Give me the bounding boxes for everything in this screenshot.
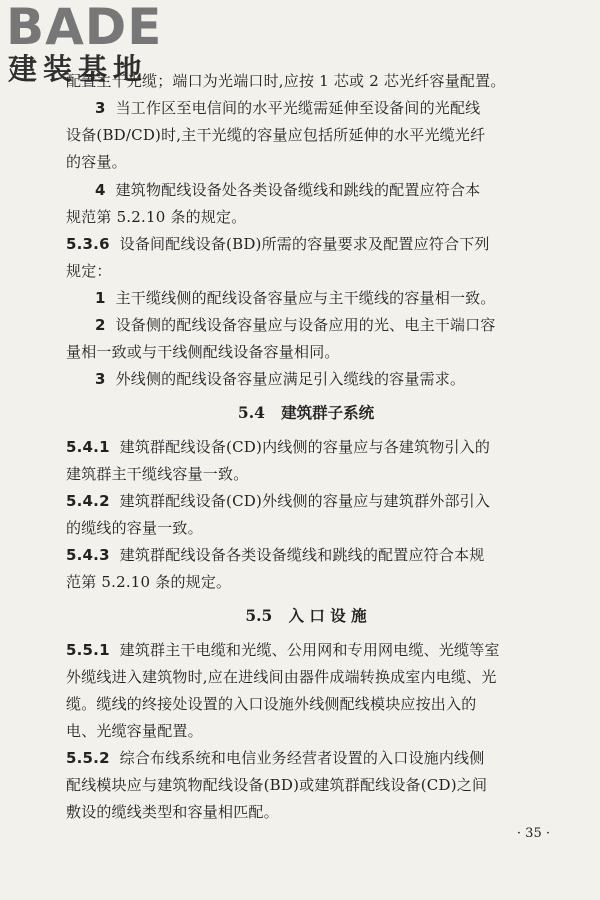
text-line: 缆。缆线的终接处设置的入口设施外线侧配线模块应按出入的 (66, 695, 477, 713)
text-line: 的缆线的容量一致。 (66, 519, 203, 537)
text-line: 电、光缆容量配置。 (66, 722, 203, 740)
section-heading-5-4: 5.4 建筑群子系统 (237, 403, 375, 422)
text-line: 外缆线进入建筑物时,应在进线间由器件成端转换成室内电缆、光 (66, 668, 497, 686)
text-line: 配线模块应与建筑物配线设备(BD)或建筑群配线设备(CD)之间 (66, 776, 488, 794)
clause-5-3-6: 5.3.6 设备间配线设备(BD)所需的容量要求及配置应符合下列 (66, 235, 490, 253)
clause-5-4-1: 5.4.1 建筑群配线设备(CD)内线侧的容量应与各建筑物引入的 (66, 438, 491, 456)
text-line: 的容量。 (66, 153, 127, 171)
text-line: 配置主干光缆；端口为光端口时,应按 1 芯或 2 芯光纤容量配置。 (66, 72, 506, 90)
clause-5-5-1: 5.5.1 建筑群主干电缆和光缆、公用网和专用网电缆、光缆等室 (66, 641, 500, 659)
text-line: 4 建筑物配线设备处各类设备缆线和跳线的配置应符合本 (95, 181, 481, 199)
text-line: 量相一致或与干线侧配线设备容量相同。 (66, 343, 340, 361)
text-line: 1 主干缆线侧的配线设备容量应与主干缆线的容量相一致。 (95, 289, 496, 307)
text-line: 规范第 5.2.10 条的规定。 (66, 208, 247, 226)
section-heading-5-5: 5.5 入 口 设 施 (245, 606, 367, 625)
clause-5-4-2: 5.4.2 建筑群配线设备(CD)外线侧的容量应与建筑群外部引入 (66, 492, 491, 510)
logo-subtitle-text: 建装基地 (8, 52, 149, 86)
text-line: 规定： (66, 262, 112, 280)
clause-5-4-3: 5.4.3 建筑群配线设备各类设备缆线和跳线的配置应符合本规 (66, 546, 485, 564)
text-line: 3 当工作区至电信间的水平光缆需延伸至设备间的光配线 (95, 99, 481, 117)
text-line: 3 外线侧的配线设备容量应满足引入缆线的容量需求。 (95, 370, 466, 388)
text-line: 设备(BD/CD)时,主干光缆的容量应包括所延伸的水平光缆光纤 (66, 126, 486, 144)
text-line: 范第 5.2.10 条的规定。 (66, 573, 232, 591)
page-number: · 35 · (516, 826, 550, 841)
logo-brand-text: BADE (6, 0, 163, 56)
clause-5-5-2: 5.5.2 综合布线系统和电信业务经营者设置的入口设施内线侧 (66, 749, 485, 767)
text-line: 敷设的缆线类型和容量相匹配。 (66, 803, 279, 821)
text-line: 建筑群主干缆线容量一致。 (66, 465, 249, 483)
text-line: 2 设备侧的配线设备容量应与设备应用的光、电主干端口容 (95, 316, 496, 334)
